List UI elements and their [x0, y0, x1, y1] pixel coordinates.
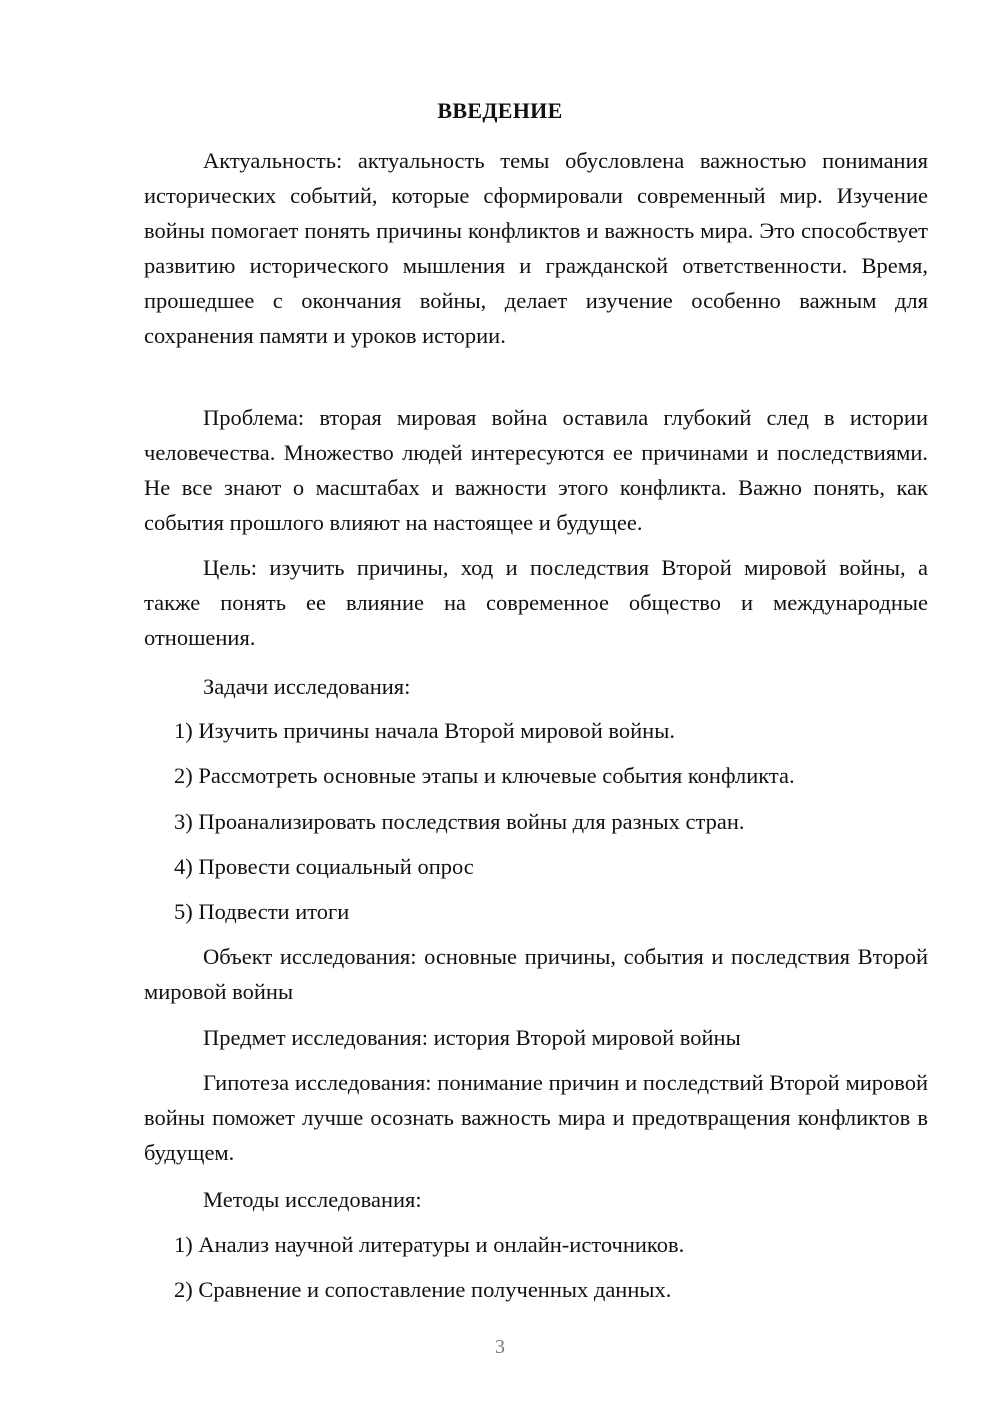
goal-paragraph: Цель: изучить причины, ход и последствия Второй мировой войны, а также понять ее влияние на современное общество и международные отношения. [144, 555, 928, 650]
task-item: 2) Рассмотреть основные этапы и ключевые события конфликта. [174, 763, 795, 788]
task-item: 1) Изучить причины начала Второй мировой войны. [174, 718, 675, 743]
tasks-heading: Задачи исследования: [203, 674, 411, 699]
method-item: 2) Сравнение и сопоставление полученных данных. [174, 1277, 672, 1302]
task-item: 3) Проанализировать последствия войны для разных стран. [174, 809, 745, 834]
object-paragraph: Объект исследования: основные причины, события и последствия Второй мировой войны [144, 944, 928, 1004]
page-number: 3 [495, 1336, 505, 1358]
subject-paragraph: Предмет исследования: история Второй мировой войны [203, 1025, 741, 1050]
method-item: 1) Анализ научной литературы и онлайн-источников. [174, 1232, 685, 1257]
relevance-paragraph: Актуальность: актуальность темы обусловлена важностью понимания исторических событий, которые сформировали современный мир. Изучение войны помогает понять причины конфликтов и важность мира. Это способствует развитию исторического мышления и гражданской ответственности. Время, прошедшее с окончания войны, делает изучение особенно важным для сохранения памяти и уроков истории. [144, 148, 928, 348]
section-title: ВВЕДЕНИЕ [437, 98, 563, 123]
hypothesis-paragraph: Гипотеза исследования: понимание причин и последствий Второй мировой войны поможет лучше осознать важность мира и предотвращения конфликтов в будущем. [144, 1070, 928, 1165]
methods-heading: Методы исследования: [203, 1187, 422, 1212]
problem-paragraph: Проблема: вторая мировая война оставила глубокий след в истории человечества. Множество людей интересуются ее причинами и последствиями. Не все знают о масштабах и важности этого конфликта. Важно понять, как события прошлого влияют на настоящее и будущее. [144, 405, 928, 535]
task-item: 5) Подвести итоги [174, 899, 350, 924]
task-item: 4) Провести социальный опрос [174, 854, 474, 879]
